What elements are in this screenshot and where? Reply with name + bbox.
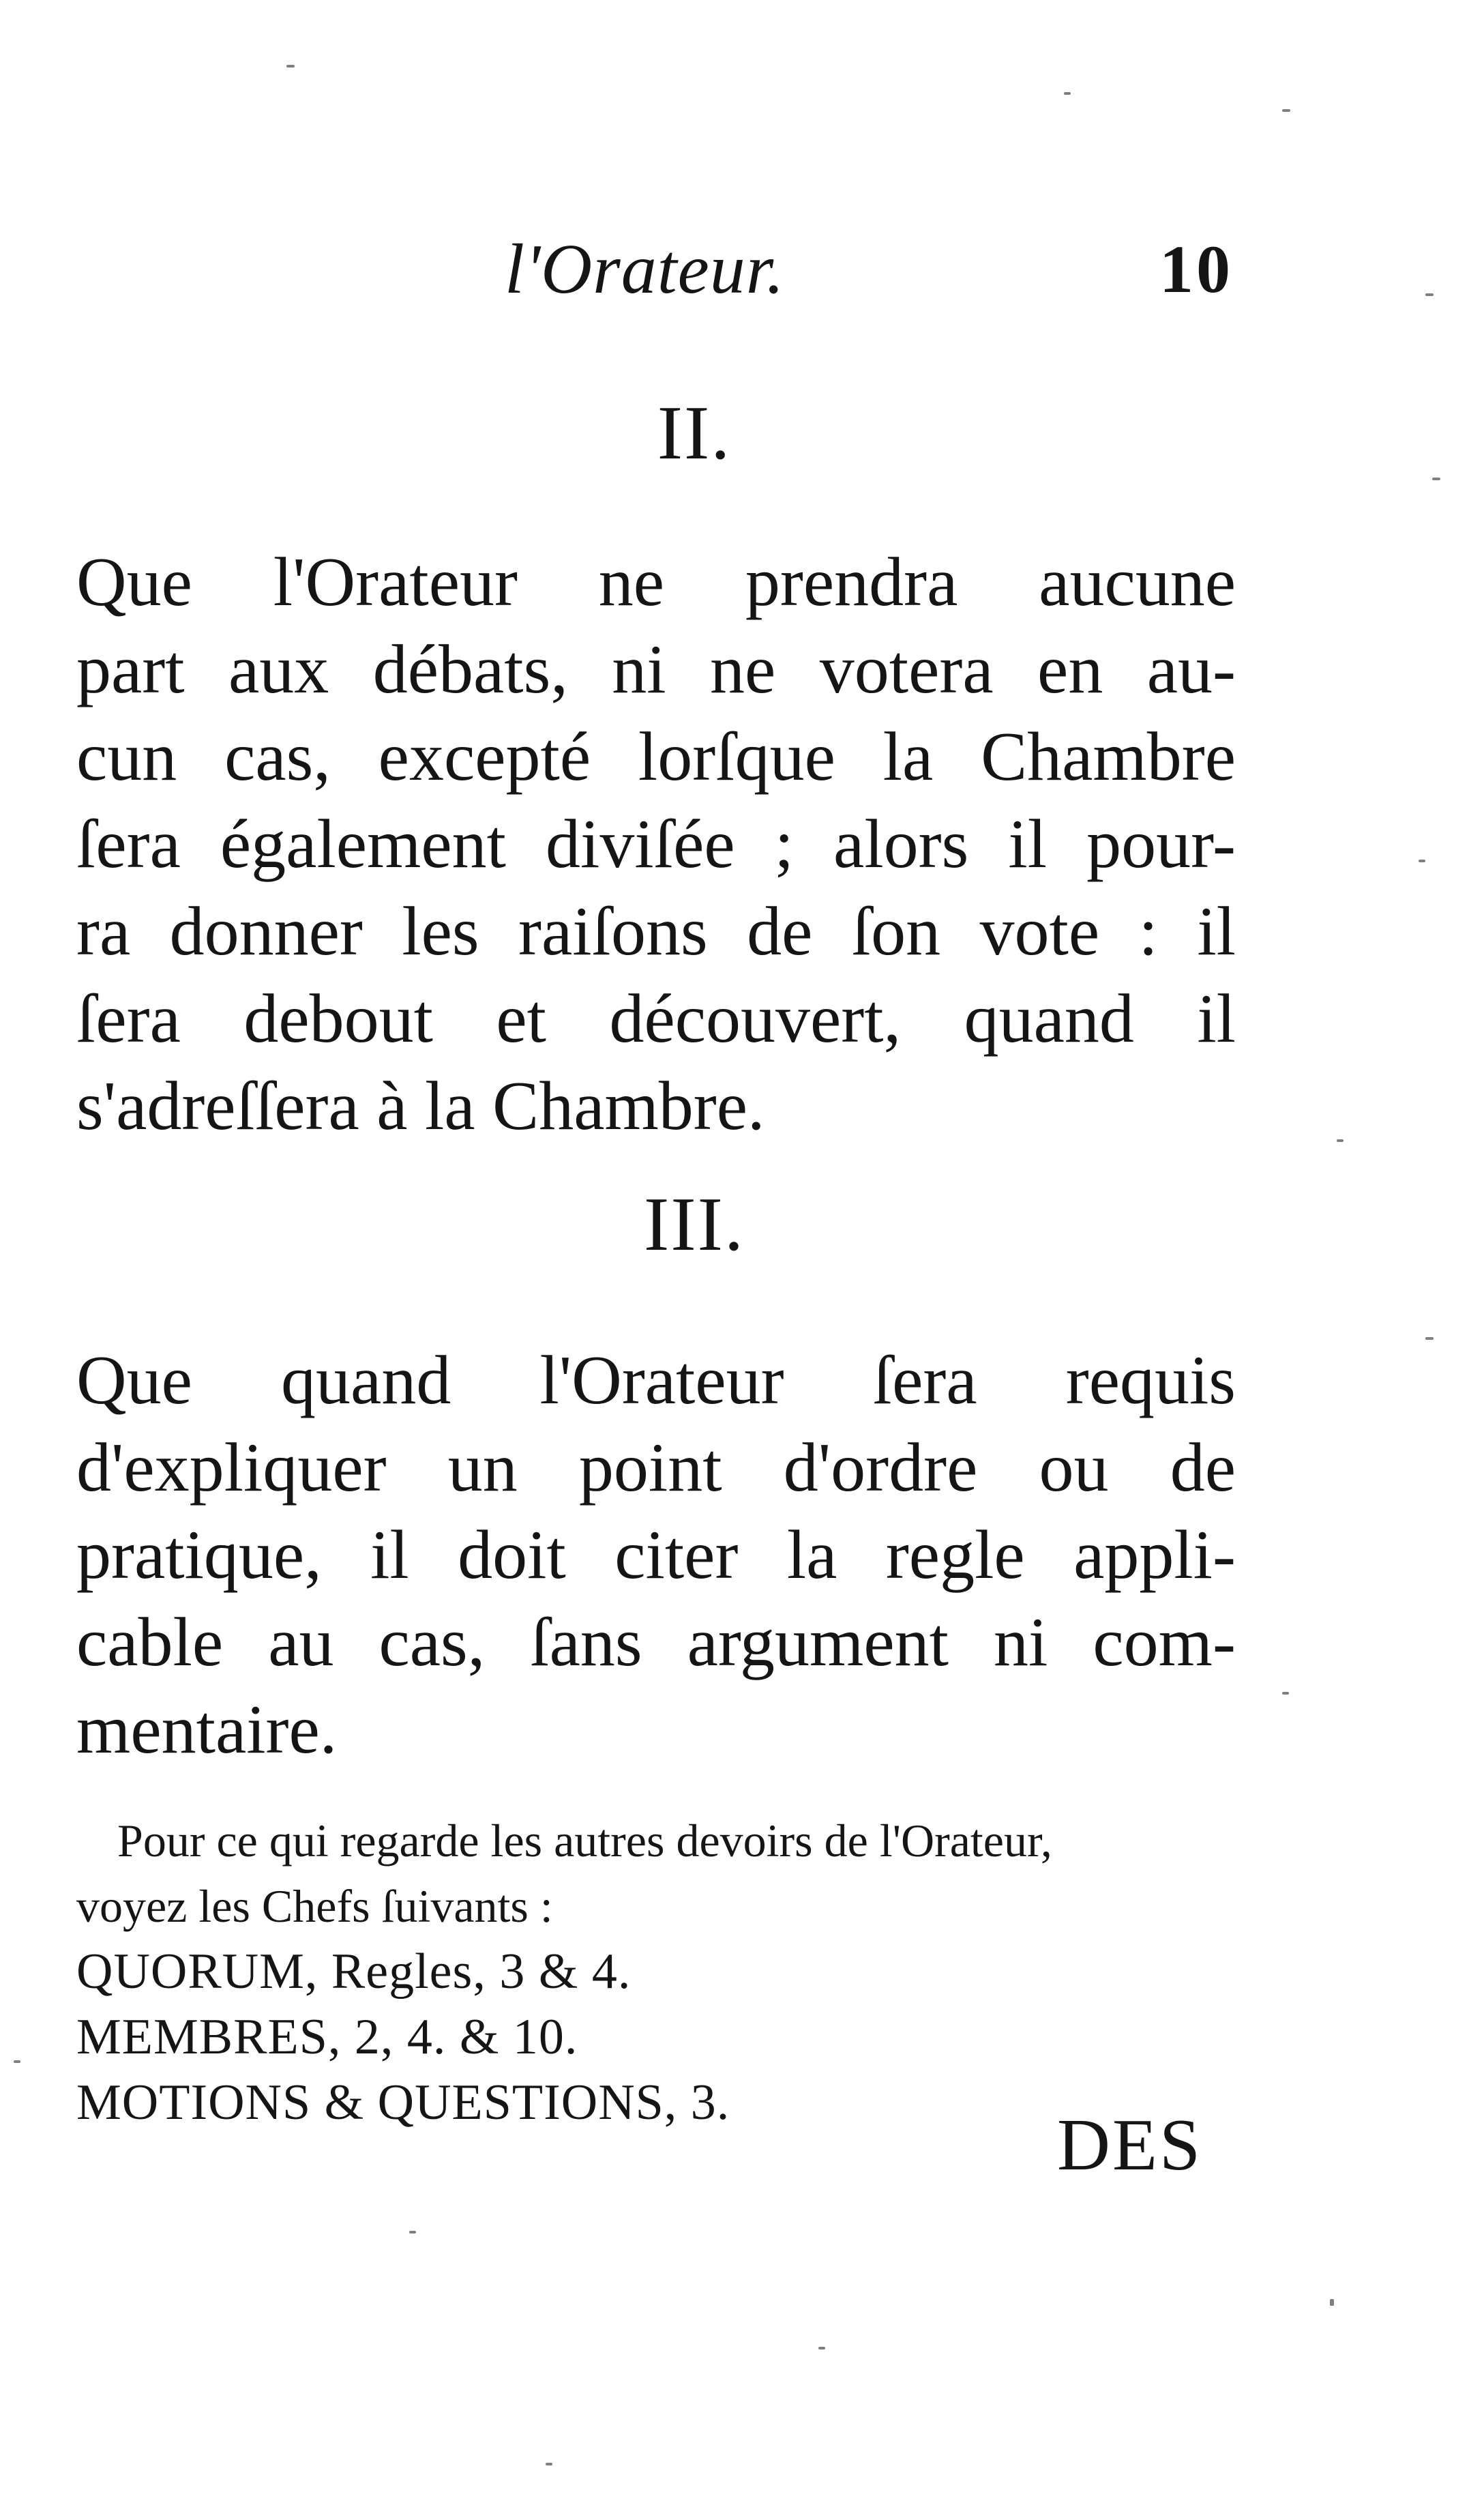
- print-speck: [1425, 293, 1434, 296]
- print-speck: [818, 2347, 825, 2349]
- text-line: d'expliquer un point d'ordre ou de: [76, 1429, 1236, 1506]
- print-speck: [286, 65, 295, 68]
- running-title: l'Orateur.: [505, 230, 785, 308]
- print-speck: [1282, 1692, 1289, 1695]
- text-line: ſera debout et découvert, quand il: [76, 980, 1236, 1057]
- print-speck: [1337, 1139, 1344, 1142]
- text-line: pratique, il doit citer la regle appli-: [76, 1517, 1236, 1594]
- print-speck: [1064, 92, 1071, 95]
- catchword: DES: [1057, 2105, 1203, 2186]
- text-line: Que l'Orateur ne prendra aucune: [76, 544, 1236, 621]
- section-heading-iii: III.: [644, 1182, 745, 1267]
- note-reference: QUORUM, Regles, 3 & 4.: [76, 1944, 632, 2000]
- print-speck: [1282, 109, 1290, 112]
- text-line: ſera également diviſée ; alors il pour-: [76, 806, 1236, 883]
- text-line: Que quand l'Orateur ſera requis: [76, 1342, 1236, 1419]
- print-speck: [546, 2463, 552, 2465]
- note-reference: MOTIONS & QUESTIONS, 3.: [76, 2075, 730, 2131]
- article-ii-text: [76, 539, 1236, 1150]
- text-line: cable au cas, ſans argument ni com-: [76, 1604, 1236, 1681]
- text-line: part aux débats, ni ne votera en au-: [76, 631, 1236, 708]
- text-line: ra donner les raiſons de ſon vote : il: [76, 893, 1236, 970]
- print-speck: [1419, 860, 1425, 862]
- print-speck: [1330, 2299, 1334, 2306]
- text-line: cun cas, excepté lorſque la Chambre: [76, 718, 1236, 795]
- print-speck: [1432, 478, 1440, 480]
- page-number: 10: [1159, 231, 1233, 307]
- cross-reference-note: [76, 1808, 1249, 2135]
- running-head: [0, 225, 1484, 314]
- section-heading-ii: II.: [657, 391, 732, 475]
- print-speck: [1425, 1337, 1434, 1340]
- text-line: mentaire.: [76, 1691, 338, 1768]
- print-speck: [409, 2231, 416, 2234]
- note-line: Pour ce qui regarde les autres devoirs de l'Orateur,: [117, 1815, 1052, 1866]
- article-iii-text: [76, 1337, 1236, 1774]
- text-line: s'adreſſera à la Chambre.: [76, 1068, 765, 1145]
- note-line: voyez les Chefs ſuivants :: [76, 1880, 553, 1932]
- note-reference: MEMBRES, 2, 4. & 10.: [76, 2009, 578, 2065]
- print-speck: [14, 2060, 20, 2063]
